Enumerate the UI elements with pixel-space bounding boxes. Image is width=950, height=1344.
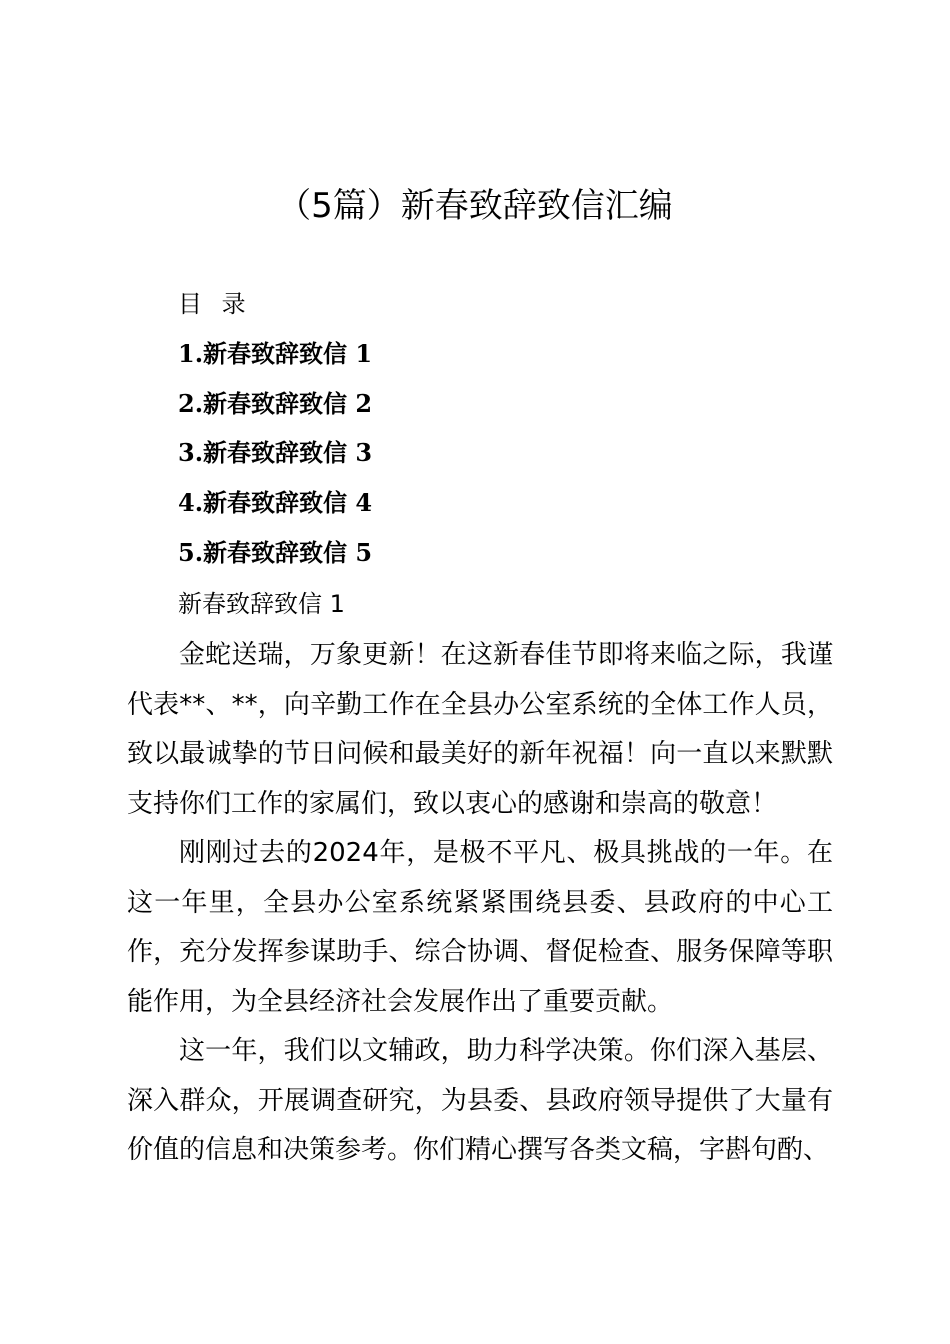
toc-item[interactable]: 1.新春致辞致信 1 — [178, 339, 373, 368]
section-title: 新春致辞致信 1 — [178, 590, 345, 618]
toc-item[interactable]: 4.新春致辞致信 4 — [178, 488, 373, 517]
toc-item[interactable]: 3.新春致辞致信 3 — [178, 438, 373, 467]
body-paragraph: 金蛇送瑞，万象更新！在这新春佳节即将来临之际，我谨代表**、**，向辛勤工作在全县办公室系统的全体工作人员，致以最诚挚的节日问候和最美好的新年祝福！向一直以来默默支持你们工作的家属们，致以衷心的感谢和崇高的敬意！ — [127, 640, 833, 819]
body-paragraph: 刚刚过去的2024年，是极不平凡、极具挑战的一年。在这一年里，全县办公室系统紧紧围绕县委、县政府的中心工作，充分发挥参谋助手、综合协调、督促检查、服务保障等职能作用，为全县经济社会发展作出了重要贡献。 — [127, 838, 833, 1017]
toc-item[interactable]: 2.新春致辞致信 2 — [178, 389, 373, 418]
document-title: （5篇）新春致辞致信汇编 — [277, 186, 673, 226]
body-paragraph: 这一年，我们以文辅政，助力科学决策。你们深入基层、深入群众，开展调查研究，为县委、县政府领导提供了大量有价值的信息和决策参考。你们精心撰写各类文稿，字斟句酌、 — [127, 1036, 833, 1166]
toc-item[interactable]: 5.新春致辞致信 5 — [178, 538, 373, 567]
toc-heading: 目 录 — [178, 290, 252, 318]
